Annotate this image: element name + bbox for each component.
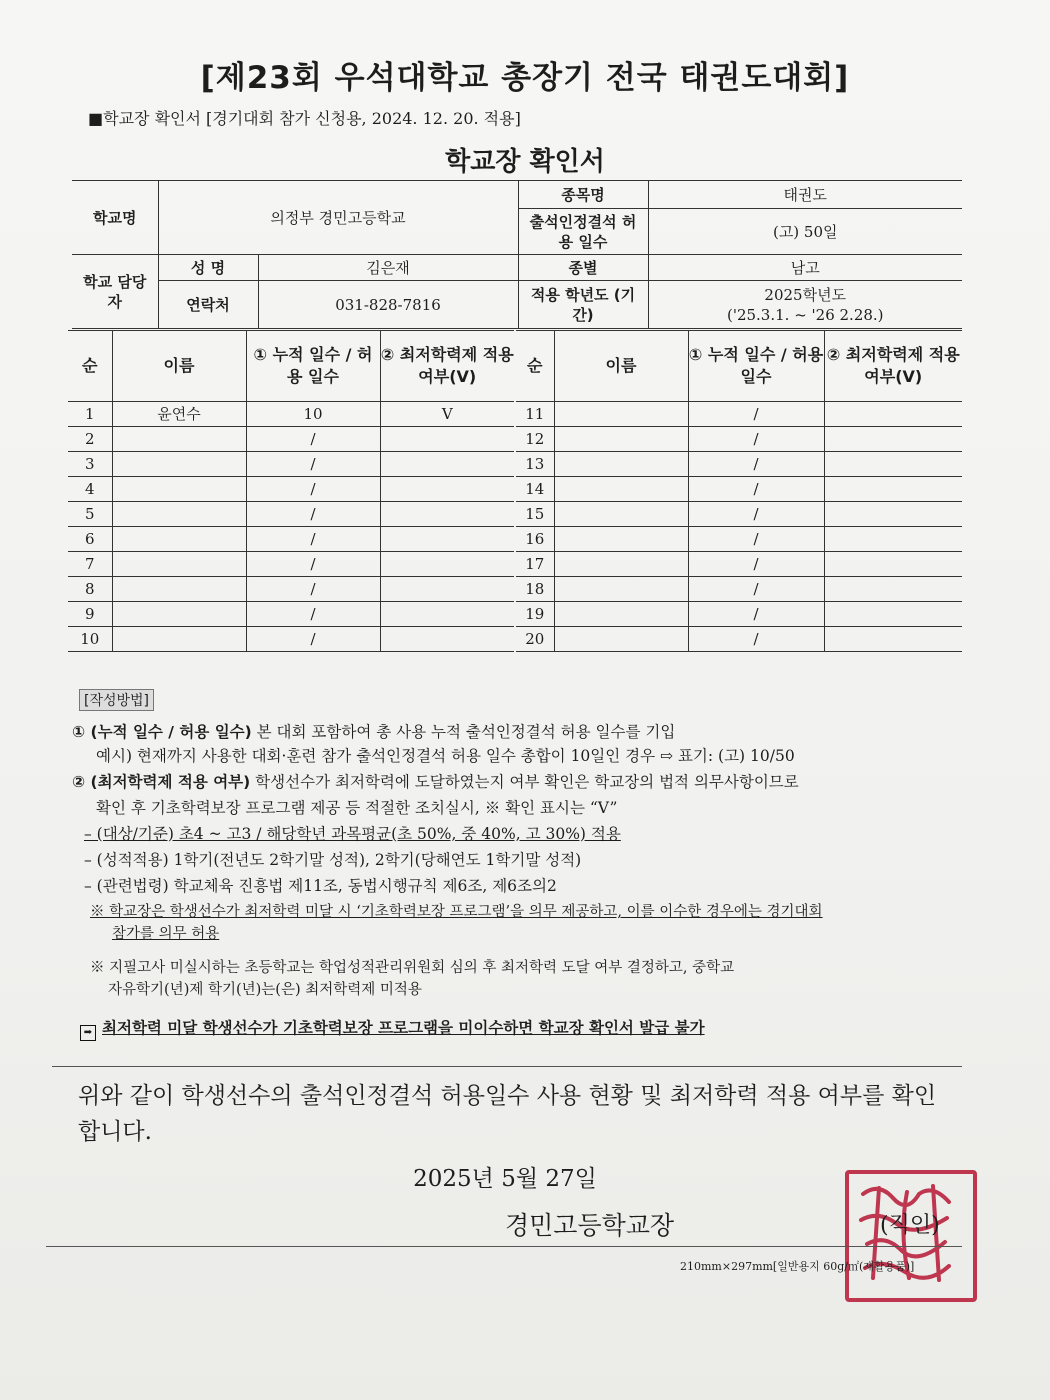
col-days-header: ① 누적 일수 / 허용 일수 bbox=[688, 331, 824, 402]
table-row bbox=[68, 427, 514, 452]
year-value: 2025학년도 bbox=[764, 285, 847, 304]
seal-label: (직인) bbox=[880, 1213, 940, 1238]
student-name bbox=[554, 477, 688, 502]
table-row bbox=[516, 552, 962, 577]
student-name bbox=[112, 627, 246, 652]
absence-days-cell: / bbox=[688, 427, 824, 452]
min-standard-check bbox=[380, 602, 514, 627]
row-number: 18 bbox=[516, 577, 554, 602]
principal-signature: 경민고등학교장 bbox=[505, 1211, 675, 1240]
min-standard-check bbox=[380, 502, 514, 527]
absence-days-cell: / bbox=[688, 477, 824, 502]
method-line-2: 예시) 현재까지 사용한 대회·훈련 참가 출석인정결석 허용 일수 총합이 10일인 경우 ⇨ 표기: (고) 10/50 bbox=[96, 747, 795, 765]
min-standard-check bbox=[380, 477, 514, 502]
row-number: 3 bbox=[68, 452, 112, 477]
absence-days-cell: / bbox=[246, 602, 380, 627]
absence-days-cell: / bbox=[246, 427, 380, 452]
row-number: 1 bbox=[68, 402, 112, 427]
min-standard-check bbox=[824, 427, 962, 452]
min-standard-check bbox=[380, 627, 514, 652]
min-standard-check bbox=[824, 552, 962, 577]
min-standard-check bbox=[380, 552, 514, 577]
min-standard-check bbox=[380, 427, 514, 452]
table-row bbox=[68, 527, 514, 552]
page-title: [제23회 우석대학교 총장기 전국 태권도대회] bbox=[200, 60, 850, 96]
student-name bbox=[554, 552, 688, 577]
row-number: 2 bbox=[68, 427, 112, 452]
student-name bbox=[554, 577, 688, 602]
form-subtitle: ■학교장 확인서 [경기대회 참가 신청용, 2024. 12. 20. 적용] bbox=[88, 109, 521, 128]
table-row bbox=[68, 552, 514, 577]
absence-days-cell: / bbox=[688, 502, 824, 527]
method-line-1-head: ① (누적 일수 / 허용 일수) bbox=[72, 723, 252, 741]
confirmation-statement: 위와 같이 학생선수의 출석인정결석 허용일수 사용 현황 및 최저학력 적용 여부를 확인합니다. bbox=[78, 1083, 937, 1145]
min-standard-check bbox=[824, 602, 962, 627]
table-row bbox=[516, 502, 962, 527]
student-name: 윤연수 bbox=[112, 402, 246, 427]
document-title: 학교장 확인서 bbox=[445, 147, 605, 177]
absence-days-cell: / bbox=[688, 527, 824, 552]
absence-days-cell: / bbox=[688, 577, 824, 602]
table-row bbox=[68, 452, 514, 477]
gender-label: 종별 bbox=[518, 255, 648, 281]
method-line-3-text: 학생선수가 최저학력에 도달하였는지 여부 확인은 학교장의 법적 의무사항이므로 bbox=[250, 773, 799, 791]
table-row bbox=[516, 602, 962, 627]
min-standard-check bbox=[380, 452, 514, 477]
row-number: 4 bbox=[68, 477, 112, 502]
method-line-3 bbox=[72, 770, 799, 792]
min-standard-check bbox=[824, 577, 962, 602]
row-number: 6 bbox=[68, 527, 112, 552]
student-name bbox=[554, 527, 688, 552]
row-number: 5 bbox=[68, 502, 112, 527]
absence-days-cell: / bbox=[246, 627, 380, 652]
student-name bbox=[554, 627, 688, 652]
student-name bbox=[112, 552, 246, 577]
row-number: 13 bbox=[516, 452, 554, 477]
student-name bbox=[112, 577, 246, 602]
absence-days-value: (고) 50일 bbox=[648, 209, 962, 255]
table-row bbox=[516, 452, 962, 477]
student-name bbox=[112, 527, 246, 552]
table-row bbox=[68, 577, 514, 602]
row-number: 11 bbox=[516, 402, 554, 427]
row-number: 10 bbox=[68, 627, 112, 652]
student-name bbox=[112, 452, 246, 477]
absence-days-cell: / bbox=[246, 502, 380, 527]
absence-days-cell: / bbox=[246, 527, 380, 552]
row-number: 9 bbox=[68, 602, 112, 627]
method-line-10: ※ 지필고사 미실시하는 초등학교는 학업성적관리위원회 심의 후 최저학력 도달 여부 결정하고, 중학교 bbox=[90, 960, 735, 976]
period-value: ('25.3.1. ~ '26 2.28.) bbox=[726, 305, 884, 324]
absence-days-cell: / bbox=[246, 552, 380, 577]
year-cell bbox=[648, 281, 962, 329]
student-name bbox=[112, 427, 246, 452]
table-row bbox=[516, 427, 962, 452]
row-number: 20 bbox=[516, 627, 554, 652]
student-name bbox=[554, 502, 688, 527]
row-number: 8 bbox=[68, 577, 112, 602]
student-name bbox=[554, 427, 688, 452]
student-name bbox=[112, 477, 246, 502]
col-no-header: 순 bbox=[516, 331, 554, 402]
year-label: 적용 학년도 (기간) bbox=[518, 281, 648, 329]
gender-value: 남고 bbox=[648, 255, 962, 281]
method-line-9: 참가를 의무 허용 bbox=[112, 926, 220, 942]
absence-days-cell: / bbox=[246, 577, 380, 602]
row-number: 19 bbox=[516, 602, 554, 627]
method-line-12-text: 최저학력 미달 학생선수가 기초학력보장 프로그램을 미이수하면 학교장 확인서 발급 불가 bbox=[102, 1019, 705, 1037]
method-line-8: ※ 학교장은 학생선수가 최저학력 미달 시 ‘기초학력보장 프로그램’을 의무 제공하고, 이를 이수한 경우에는 경기대회 bbox=[90, 904, 823, 920]
col-name-header: 이름 bbox=[554, 331, 688, 402]
student-name bbox=[554, 602, 688, 627]
event-label: 종목명 bbox=[518, 181, 648, 209]
min-standard-check bbox=[824, 627, 962, 652]
method-line-6: – (성적적용) 1학기(전년도 2학기말 성적), 2학기(당해연도 1학기말 성적) bbox=[84, 851, 582, 869]
manager-label: 학교 담당자 bbox=[72, 255, 158, 329]
row-number: 14 bbox=[516, 477, 554, 502]
col-no-header: 순 bbox=[68, 331, 112, 402]
min-standard-check bbox=[380, 577, 514, 602]
school-name-value: 의정부 경민고등학교 bbox=[158, 181, 518, 255]
divider-top bbox=[52, 1066, 962, 1067]
student-name bbox=[112, 602, 246, 627]
min-standard-check: V bbox=[380, 402, 514, 427]
table-row bbox=[68, 602, 514, 627]
table-row bbox=[516, 577, 962, 602]
divider-bottom bbox=[46, 1246, 962, 1247]
method-line-5: – (대상/기준) 초4 ~ 고3 / 해당학년 과목평균(초 50%, 중 40%, 고 30%) 적용 bbox=[84, 825, 621, 843]
absence-days-cell: / bbox=[246, 477, 380, 502]
absence-days-cell: / bbox=[688, 402, 824, 427]
student-name bbox=[554, 452, 688, 477]
method-line-3-head: ② (최저학력제 적용 여부) bbox=[72, 773, 251, 791]
contact-label: 연락처 bbox=[158, 281, 258, 329]
absence-days-cell: 10 bbox=[246, 402, 380, 427]
method-line-1-text: 본 대회 포함하여 총 사용 누적 출석인정결석 허용 일수를 기입 bbox=[251, 723, 676, 741]
table-row bbox=[516, 527, 962, 552]
absence-days-cell: / bbox=[246, 452, 380, 477]
row-number: 7 bbox=[68, 552, 112, 577]
absence-days-cell: / bbox=[688, 602, 824, 627]
contact-value: 031-828-7816 bbox=[258, 281, 518, 329]
col-days-header: ① 누적 일수 / 허용 일수 bbox=[246, 331, 380, 402]
method-tag: [작성방법] bbox=[79, 689, 154, 711]
row-number: 16 bbox=[516, 527, 554, 552]
table-row bbox=[68, 627, 514, 652]
method-line-1 bbox=[72, 720, 675, 742]
table-row bbox=[516, 627, 962, 652]
absence-days-cell: / bbox=[688, 452, 824, 477]
absence-days-cell: / bbox=[688, 552, 824, 577]
table-row bbox=[68, 502, 514, 527]
roster-table-right bbox=[516, 330, 962, 652]
school-name-label: 학교명 bbox=[72, 181, 158, 255]
roster-table-left bbox=[68, 330, 514, 652]
table-row bbox=[68, 477, 514, 502]
paper-spec-footer: 210mm×297mm[일반용지 60g/㎡(재활용품)] bbox=[680, 1260, 915, 1273]
method-line-4: 확인 후 기초학력보장 프로그램 제공 등 적절한 조치실시, ※ 확인 표시는 “V” bbox=[96, 799, 618, 817]
col-min-header: ② 최저학력제 적용 여부(V) bbox=[380, 331, 514, 402]
method-line-11: 자유학기(년)제 학기(년)는(은) 최저학력제 미적용 bbox=[108, 982, 422, 998]
name-label: 성 명 bbox=[158, 255, 258, 281]
min-standard-check bbox=[824, 477, 962, 502]
col-name-header: 이름 bbox=[112, 331, 246, 402]
min-standard-check bbox=[824, 527, 962, 552]
name-value: 김은재 bbox=[258, 255, 518, 281]
school-info-table bbox=[72, 180, 962, 329]
method-line-7: – (관련법령) 학교체육 진흥법 제11조, 동법시행규칙 제6조, 제6조의2 bbox=[84, 877, 557, 895]
table-row bbox=[516, 402, 962, 427]
row-number: 15 bbox=[516, 502, 554, 527]
arrow-right-icon: ➡ bbox=[80, 1025, 96, 1041]
table-row bbox=[68, 402, 514, 427]
min-standard-check bbox=[824, 452, 962, 477]
min-standard-check bbox=[380, 527, 514, 552]
student-name bbox=[554, 402, 688, 427]
min-standard-check bbox=[824, 502, 962, 527]
min-standard-check bbox=[824, 402, 962, 427]
row-number: 17 bbox=[516, 552, 554, 577]
absence-days-cell: / bbox=[688, 627, 824, 652]
col-min-header: ② 최저학력제 적용 여부(V) bbox=[824, 331, 962, 402]
absence-days-label: 출석인정결석 허용 일수 bbox=[518, 209, 648, 255]
event-value: 태권도 bbox=[648, 181, 962, 209]
method-line-12 bbox=[80, 1016, 705, 1041]
student-name bbox=[112, 502, 246, 527]
row-number: 12 bbox=[516, 427, 554, 452]
issue-date: 2025년 5월 27일 bbox=[413, 1166, 597, 1192]
table-row bbox=[516, 477, 962, 502]
